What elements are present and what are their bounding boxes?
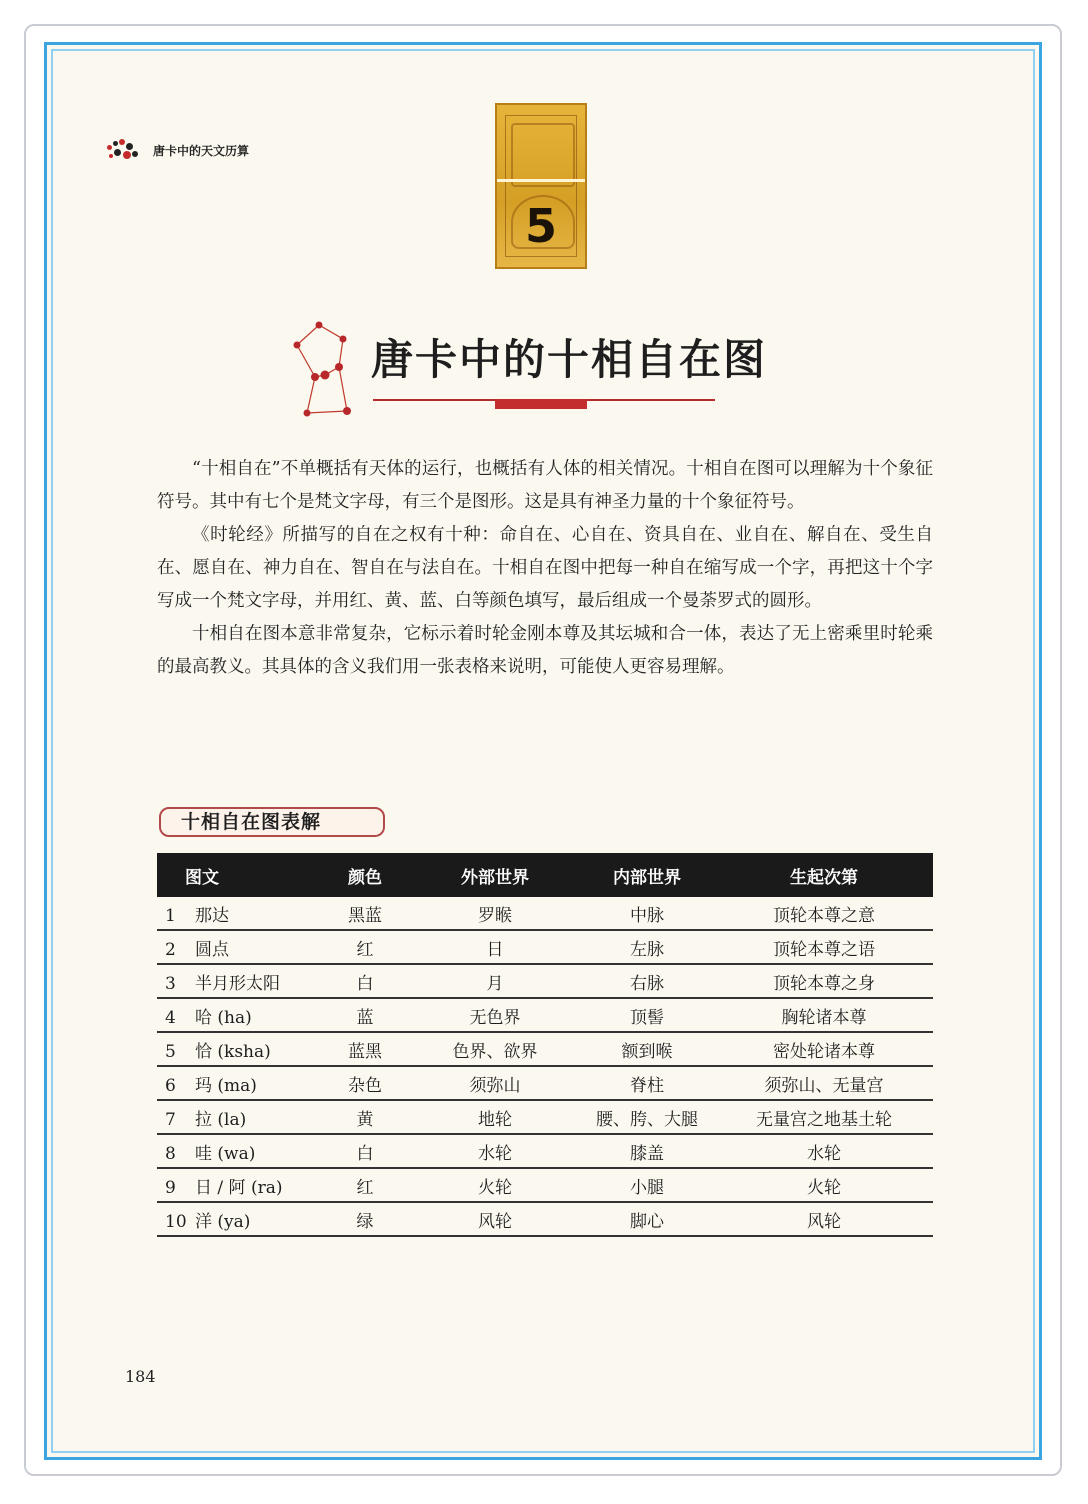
cell-inner-world: 额到喉 <box>579 1032 715 1066</box>
cell-outer-world: 地轮 <box>411 1100 579 1134</box>
cell-generation-stage: 顶轮本尊之身 <box>715 964 933 998</box>
chapter-number: 5 <box>524 199 557 253</box>
cell-generation-stage: 密处轮诸本尊 <box>715 1032 933 1066</box>
row-number: 4 <box>165 1007 176 1028</box>
table-row <box>157 1032 933 1066</box>
cell-outer-world: 日 <box>411 930 579 964</box>
glyph-name: 哈 (ha) <box>195 1007 252 1028</box>
cell-outer-world: 火轮 <box>411 1168 579 1202</box>
column-header: 外部世界 <box>411 853 579 897</box>
cell-generation-stage: 火轮 <box>715 1168 933 1202</box>
badge-ornament-icon <box>511 123 575 187</box>
glyph-name: 洋 (ya) <box>195 1211 251 1232</box>
row-number: 8 <box>165 1143 176 1164</box>
cell-glyph <box>157 1202 319 1236</box>
running-head-text: 唐卡中的天文历算 <box>153 143 250 158</box>
cell-generation-stage: 须弥山、无量宫 <box>715 1066 933 1100</box>
cell-glyph <box>157 1100 319 1134</box>
cell-color: 红 <box>319 1168 411 1202</box>
glyph-name: 哇 (wa) <box>195 1143 256 1164</box>
cell-glyph <box>157 897 319 930</box>
cell-generation-stage: 风轮 <box>715 1202 933 1236</box>
cell-color: 白 <box>319 964 411 998</box>
body-text <box>157 453 933 684</box>
cell-outer-world: 罗睺 <box>411 897 579 930</box>
cell-color: 绿 <box>319 1202 411 1236</box>
cell-glyph <box>157 1066 319 1100</box>
row-number: 6 <box>165 1075 176 1096</box>
cell-color: 黑蓝 <box>319 897 411 930</box>
row-number: 10 <box>165 1211 187 1232</box>
column-header: 颜色 <box>319 853 411 897</box>
cell-generation-stage: 水轮 <box>715 1134 933 1168</box>
section-label: 十相自在图表解 <box>159 807 385 837</box>
cell-inner-world: 小腿 <box>579 1168 715 1202</box>
cell-color: 蓝 <box>319 998 411 1032</box>
cell-color: 蓝黑 <box>319 1032 411 1066</box>
table-header-row <box>157 853 933 897</box>
cell-glyph <box>157 1168 319 1202</box>
table-row <box>157 964 933 998</box>
glyph-name: 半月形太阳 <box>195 973 280 994</box>
cell-color: 杂色 <box>319 1066 411 1100</box>
cell-generation-stage: 顶轮本尊之意 <box>715 897 933 930</box>
cell-inner-world: 右脉 <box>579 964 715 998</box>
glyph-name: 圆点 <box>195 939 229 960</box>
constellation-icon <box>287 317 367 427</box>
cell-inner-world: 脚心 <box>579 1202 715 1236</box>
title-rule-accent <box>495 399 587 409</box>
table-row <box>157 998 933 1032</box>
table-body <box>157 897 933 1236</box>
row-number: 3 <box>165 973 176 994</box>
row-number: 7 <box>165 1109 176 1130</box>
cell-inner-world: 脊柱 <box>579 1066 715 1100</box>
running-head <box>105 137 249 163</box>
table-row <box>157 1100 933 1134</box>
table-row <box>157 930 933 964</box>
cell-outer-world: 色界、欲界 <box>411 1032 579 1066</box>
chapter-badge <box>495 103 587 269</box>
cell-generation-stage: 顶轮本尊之语 <box>715 930 933 964</box>
badge-divider <box>497 179 585 182</box>
cell-glyph <box>157 964 319 998</box>
table-row <box>157 1168 933 1202</box>
cell-inner-world: 顶髻 <box>579 998 715 1032</box>
body-paragraph: “十相自在”不单概括有天体的运行，也概括有人体的相关情况。十相自在图可以理解为十个象征符号。其中有七个是梵文字母，有三个是图形。这是具有神圣力量的十个象征符号。 <box>157 459 933 512</box>
body-paragraph: 十相自在图本意非常复杂，它标示着时轮金刚本尊及其坛城和合一体，表达了无上密乘里时轮乘的最高教义。其具体的含义我们用一张表格来说明，可能使人更容易理解。 <box>157 624 933 677</box>
row-number: 2 <box>165 939 176 960</box>
row-number: 1 <box>165 905 176 926</box>
table-row <box>157 897 933 930</box>
cell-color: 红 <box>319 930 411 964</box>
cell-inner-world: 中脉 <box>579 897 715 930</box>
cell-glyph <box>157 1134 319 1168</box>
row-number: 9 <box>165 1177 176 1198</box>
cell-generation-stage: 胸轮诸本尊 <box>715 998 933 1032</box>
cell-outer-world: 无色界 <box>411 998 579 1032</box>
page-number: 184 <box>125 1367 156 1386</box>
dot-logo-icon <box>105 137 139 163</box>
book-page <box>44 42 1042 1460</box>
table-row <box>157 1134 933 1168</box>
ten-aspects-table <box>157 853 933 1237</box>
cell-inner-world: 腰、胯、大腿 <box>579 1100 715 1134</box>
cell-outer-world: 风轮 <box>411 1202 579 1236</box>
cell-inner-world: 膝盖 <box>579 1134 715 1168</box>
glyph-name: 拉 (la) <box>195 1109 247 1130</box>
table-row <box>157 1066 933 1100</box>
cell-inner-world: 左脉 <box>579 930 715 964</box>
column-header: 图文 <box>157 853 319 897</box>
cell-outer-world: 须弥山 <box>411 1066 579 1100</box>
cell-outer-world: 月 <box>411 964 579 998</box>
glyph-name: 日 / 阿 (ra) <box>195 1177 283 1198</box>
glyph-name: 那达 <box>195 905 229 926</box>
cell-glyph <box>157 998 319 1032</box>
cell-outer-world: 水轮 <box>411 1134 579 1168</box>
column-header: 生起次第 <box>715 853 933 897</box>
glyph-name: 恰 (ksha) <box>195 1041 271 1062</box>
cell-color: 白 <box>319 1134 411 1168</box>
table-row <box>157 1202 933 1236</box>
cell-generation-stage: 无量宫之地基土轮 <box>715 1100 933 1134</box>
row-number: 5 <box>165 1041 176 1062</box>
column-header: 内部世界 <box>579 853 715 897</box>
cell-glyph <box>157 930 319 964</box>
cell-color: 黄 <box>319 1100 411 1134</box>
cell-glyph <box>157 1032 319 1066</box>
glyph-name: 玛 (ma) <box>195 1075 257 1096</box>
chapter-title: 唐卡中的十相自在图 <box>371 335 768 384</box>
body-paragraph: 《时轮经》所描写的自在之权有十种：命自在、心自在、资具自在、业自在、解自在、受生自在、愿自在、神力自在、智自在与法自在。十相自在图中把每一种自在缩写成一个字，再把这十个字写成一个梵文字母，并用红、黄、蓝、白等颜色填写，最后组成一个曼荼罗式的圆形。 <box>157 525 933 611</box>
